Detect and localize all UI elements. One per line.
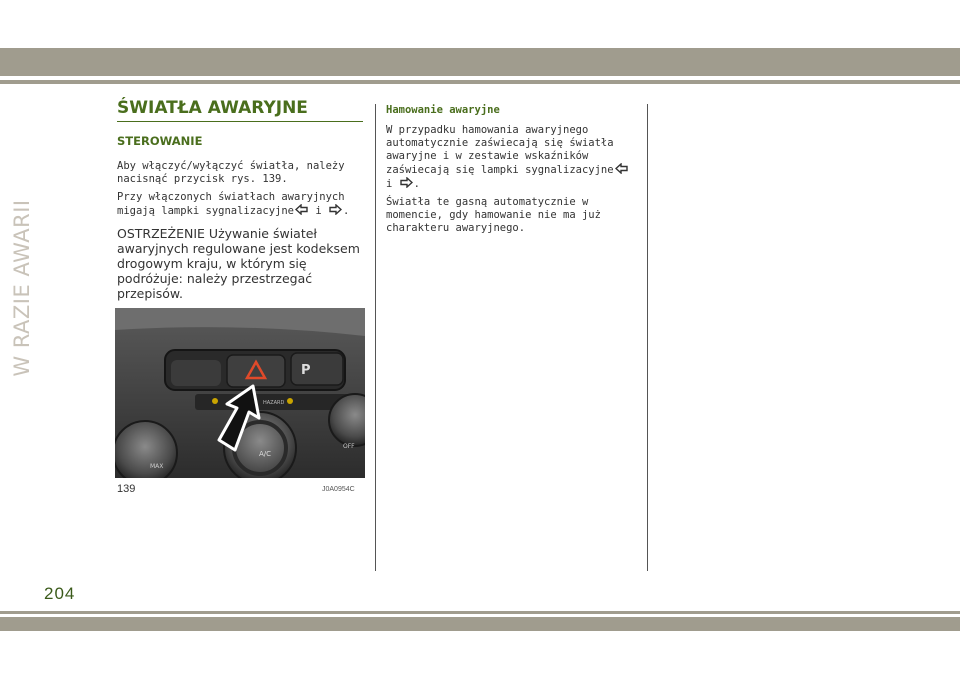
bottom-band-thin	[0, 611, 960, 614]
section-title: ŚWIATŁA AWARYJNE	[117, 98, 363, 122]
emergency-braking-conj: i	[386, 178, 393, 190]
page-number: 204	[44, 584, 76, 603]
left-column	[117, 98, 363, 301]
figure-code: J0A0954C	[322, 486, 355, 493]
left-knob-label: MAX	[150, 463, 164, 470]
parksense-button	[291, 353, 343, 385]
warning-text: OSTRZEŻENIE Używanie świateł awaryjnych regulowane jest kodeksem drogowym kraju, w którym się podróżuje: należy przestrzegać przepisów.	[117, 226, 360, 301]
left-knob	[115, 421, 177, 478]
turn-left-arrow-icon	[295, 204, 308, 215]
top-band-thin	[0, 80, 960, 84]
paragraph-1: Aby włączyć/wyłączyć światła, należy nacisnąć przycisk rys. 139.	[117, 160, 345, 185]
dashboard-illustration	[115, 308, 365, 478]
turn-right-arrow-icon	[329, 204, 342, 215]
hazard-button-photo	[115, 308, 365, 478]
emergency-braking-paragraph-1	[386, 124, 641, 191]
hazard-caption: HAZARD	[263, 400, 285, 406]
hazard-button	[227, 355, 285, 387]
bottom-band	[0, 617, 960, 631]
emergency-braking-heading: Hamowanie awaryjne	[386, 104, 500, 116]
right-column	[386, 104, 641, 240]
figure-number: 139	[117, 483, 136, 495]
column-divider-1	[375, 104, 376, 571]
ac-label: A/C	[259, 450, 272, 458]
right-knob-label: OFF	[343, 443, 355, 450]
emergency-braking-end: .	[413, 178, 420, 190]
paragraph-2-text: Przy włączonych światłach awaryjnych migają lampki sygnalizacyjne	[117, 191, 345, 217]
paragraph-2-conj: i	[315, 205, 322, 217]
chapter-side-label: W RAZIE AWARII	[10, 199, 34, 377]
turn-left-arrow-icon	[615, 163, 628, 174]
section-subtitle: STEROWANIE	[117, 134, 203, 148]
emergency-braking-text: W przypadku hamowania awaryjnego automatycznie zaświecają się światła awaryjne i w zestawie wskaźników zaświecają się lampki sygnalizacyjne	[386, 124, 614, 176]
paragraph-2	[117, 191, 363, 218]
column-divider-2	[647, 104, 648, 571]
paragraph-2-end: .	[343, 205, 350, 217]
top-band	[0, 48, 960, 76]
parksense-label: P	[301, 363, 311, 378]
turn-right-arrow-icon	[400, 177, 413, 188]
emergency-braking-paragraph-2: Światła te gasną automatycznie w momencie, gdy hamowanie nie ma już charakteru awaryjnego.	[386, 196, 601, 234]
